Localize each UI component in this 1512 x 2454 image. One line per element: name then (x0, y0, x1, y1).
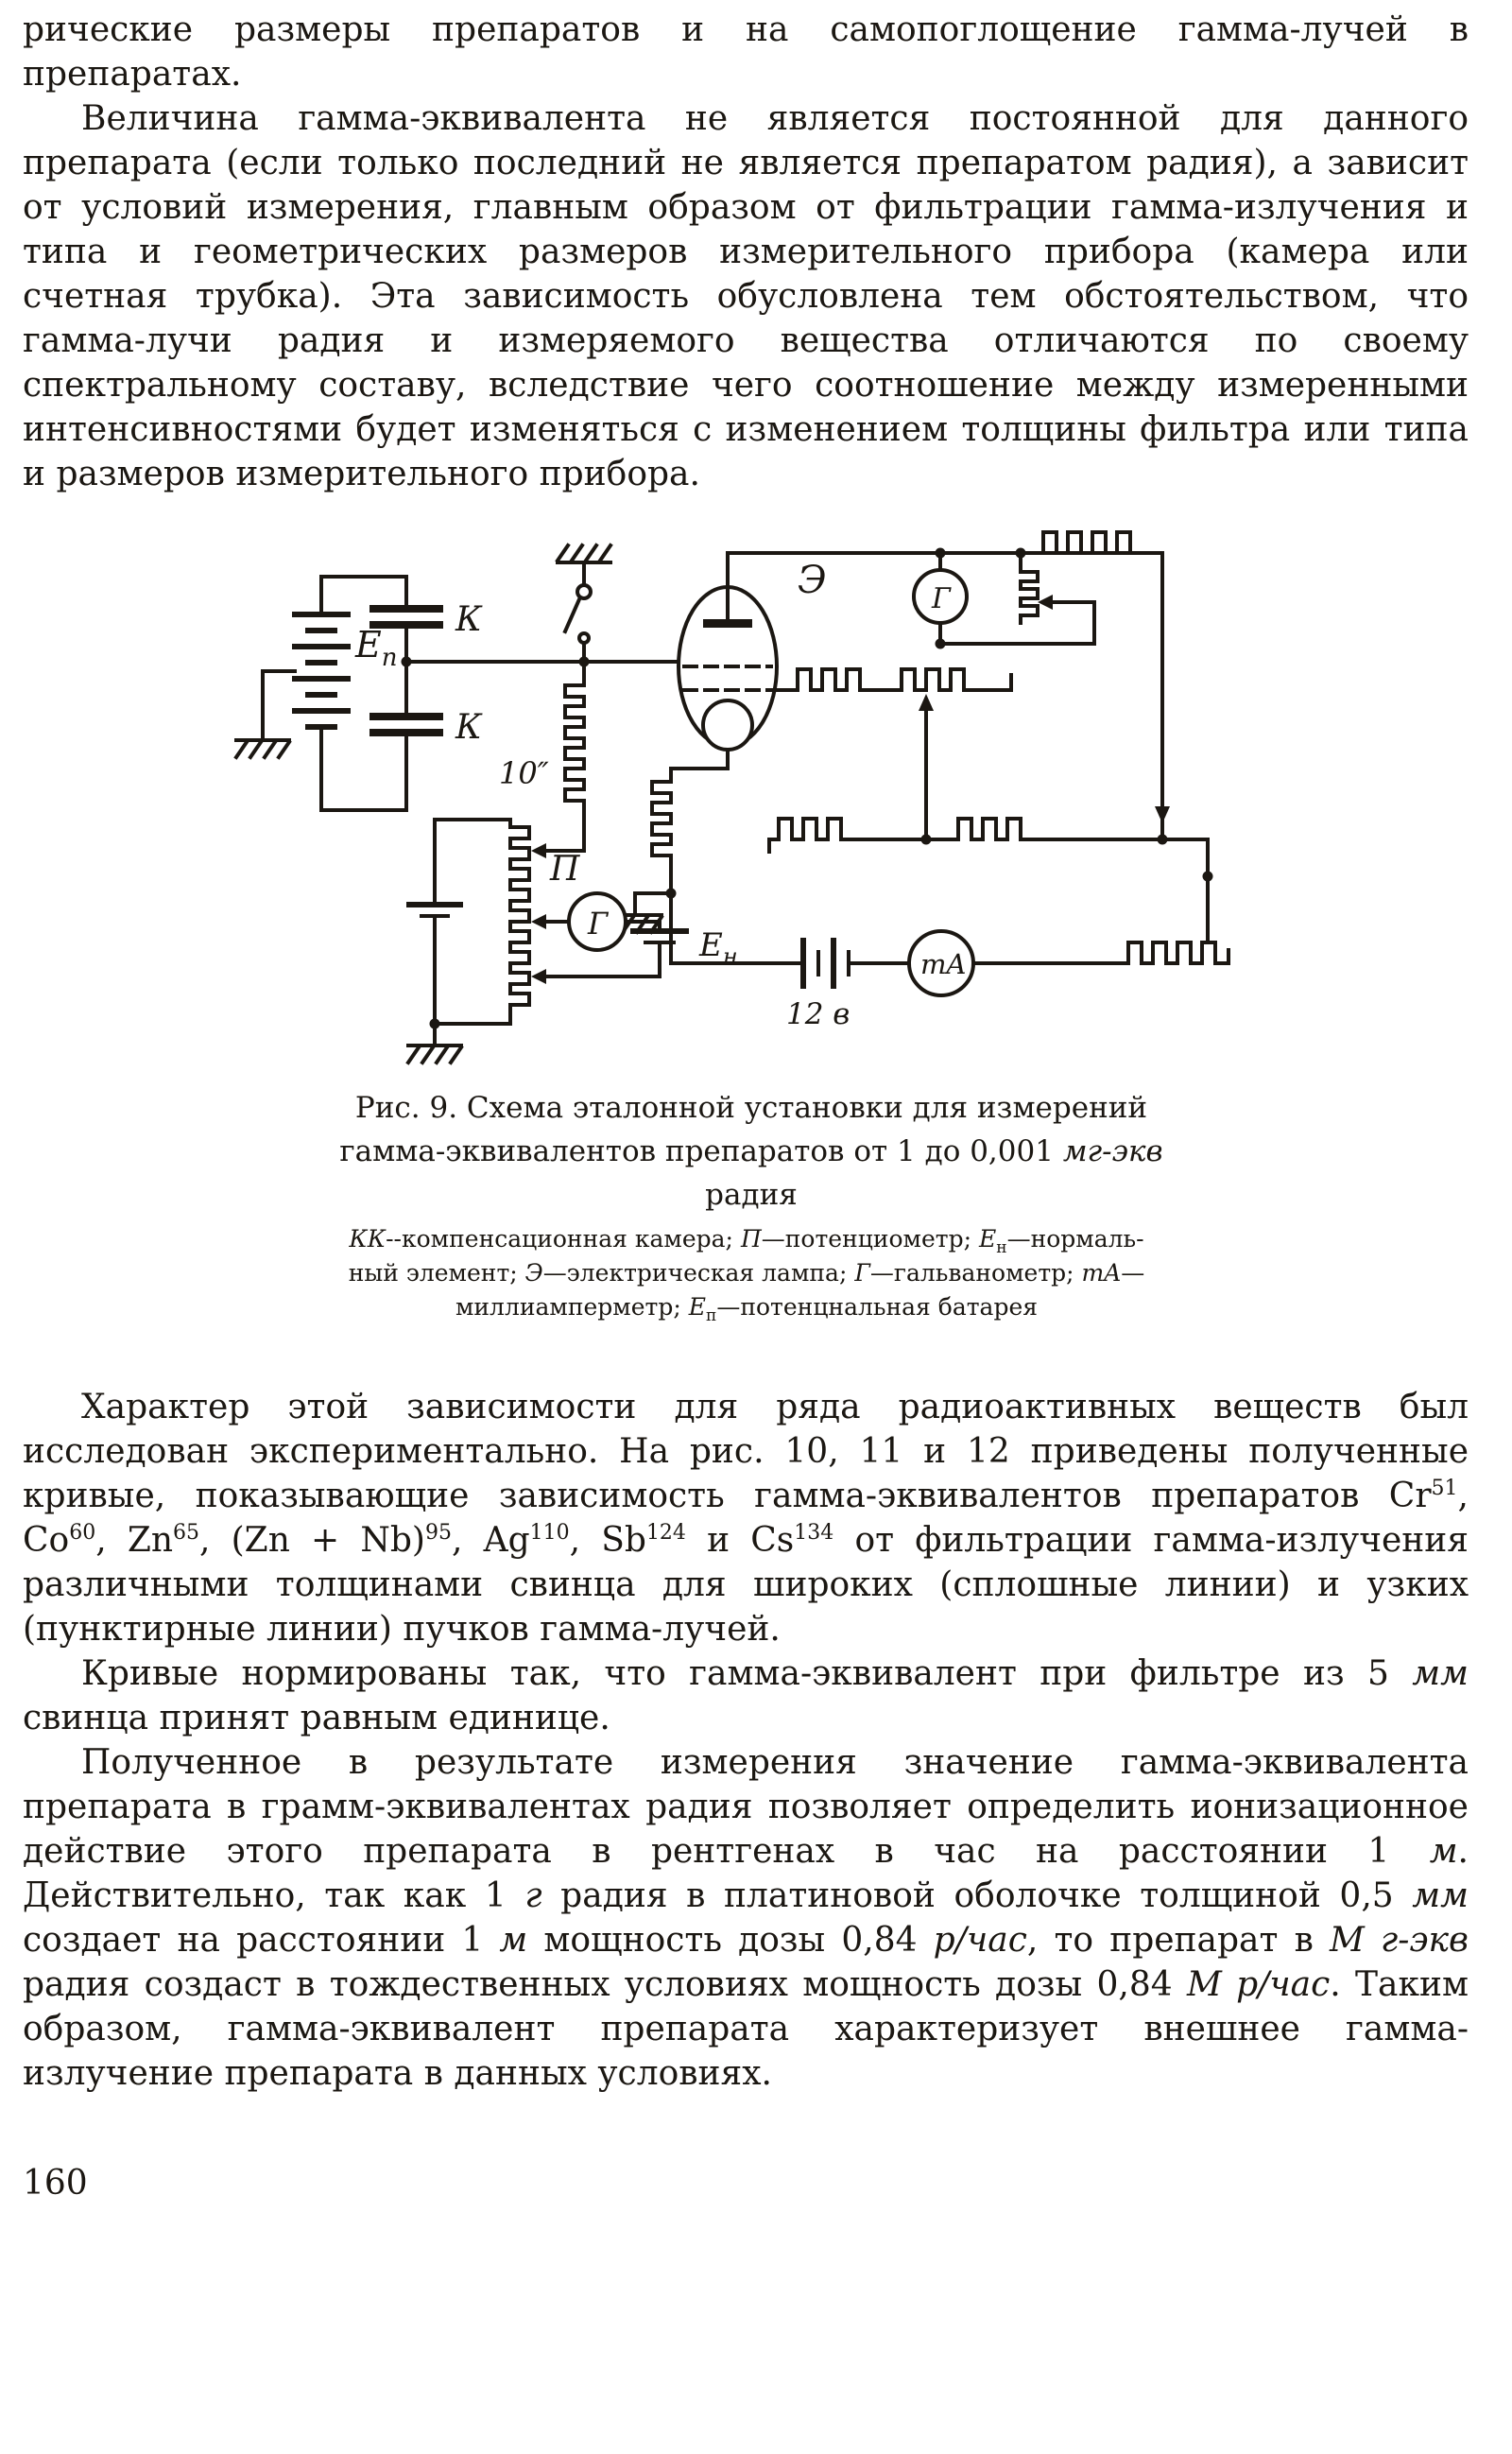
switch-symbol (565, 562, 591, 662)
legend-line: КК--компенсационная камера; П—потенциометр; $Е_н—нормаль-$ (349, 1225, 1144, 1257)
potentiometer-symbol (409, 820, 529, 1024)
figure-legend (66, 1222, 1427, 1324)
battery-12v-symbol (803, 941, 849, 986)
paragraph: Полученное в результате измерения значение гамма-эквивалента препарата в грамм-эквивалентах радия позволяет определить ионизационное действие этого препарата в рентгенах в час на расстоянии 1 м. Действительно, так как 1 г радия в платиновой оболочке толщиной 0,5 мм создает на расстоянии 1 м мощность дозы 0,84 р/час, то препарат в М г-экв радия создаст в тождественных условиях мощность дозы 0,84 М р/час. Таким образом, гамма-эквивалент препарата характеризует внешнее гамма-излучение препарата в данных условиях. (23, 1743, 1469, 2093)
cathode-resistor-symbol (652, 782, 671, 893)
capacitor-k-bottom-symbol (373, 662, 439, 810)
milliammeter-label: mA (920, 948, 967, 980)
caption-line: гамма-эквивалентов препаратов от 1 до 0,001 мг-экв (339, 1134, 1163, 1168)
galv1-label: Г (932, 582, 951, 615)
battery-ep-label: $Е_п$ (355, 624, 398, 672)
figure-caption (57, 1086, 1446, 1217)
battery-en-label: $Е_н$ (699, 926, 738, 970)
vacuum-tube-symbol (671, 553, 777, 782)
caption-line: Рис. 9. Схема эталонной установки для измерений (354, 1091, 1148, 1125)
battery-12v-label: 12 в (786, 997, 850, 1031)
paragraph: Величина гамма-эквивалента не является постоянной для данного препарата (если только последний не является препаратом радия), а зависит от условий измерения, главным образом от фильтрации гамма-излучения и типа и геометрических размеров измерительного прибора (камера или счетная трубка). Эта зависимость обусловлена тем обстоятельством, что гамма-лучи радия и измеряемого вещества отличаются по своему спектральному составу, вследствие чего соотношение между измеренными интенсивностями будет изменяться с изменением толщины фильтра или типа и размеров измерительного прибора. (23, 99, 1469, 493)
resistor-chain-lower-symbol (769, 819, 1208, 942)
resistor-10-label: 10″ (499, 755, 549, 791)
legend-line: миллиамперметр; $Е_п—потенцнальная$ батарея (455, 1293, 1039, 1325)
ground-icon (558, 545, 610, 562)
caption-line: радия (705, 1178, 798, 1212)
circuit-schematic (142, 525, 1370, 1073)
paragraph: рические размеры препаратов и на самопоглощение гамма-лучей в препаратах. (23, 10, 1469, 94)
paragraph: Кривые нормированы так, что гамма-эквивалент при фильтре из 5 мм свинца принят равным единице. (23, 1654, 1469, 1737)
tube-label: Э (798, 559, 827, 602)
figure-circuit-diagram (142, 525, 1370, 1073)
cap-bottom-label: К (455, 708, 482, 747)
potentiometer-label: П (550, 850, 580, 889)
resistor-bottomright-symbol (973, 942, 1228, 963)
resistor-chain-mid-symbol (773, 669, 1011, 690)
text-block-bottom (0, 1385, 1512, 2096)
page-number: 160 (23, 2164, 88, 2203)
legend-line: ный элемент; Э—электрическая лампа; Г—гальванометр; mA— (348, 1259, 1145, 1287)
galv2-label: Г (588, 906, 609, 942)
resistor-topright-symbol (1040, 532, 1134, 553)
ground-icon (236, 740, 289, 757)
ground-icon (408, 1046, 461, 1063)
paragraph: Характер этой зависимости для ряда радиоактивных веществ был исследован экспериментально. На рис. 10, 11 и 12 приведены полученные кривые, показывающие зависимость гамма-эквивалентов препаратов Cr$^{51}$, Co$^{60}$, Zn$^{65}$, $(Zn + Nb)^{95}$, Ag$^{110}$, Sb$^{124}$ и Cs$^{134}$ от фильтрации гамма-излучения различными толщинами свинца для широких (сплошные линии) и узких (пунктирные линии) пучков гамма-лучей. (23, 1388, 1469, 1649)
text-block-top (0, 0, 1512, 496)
cap-top-label: К (455, 600, 482, 639)
